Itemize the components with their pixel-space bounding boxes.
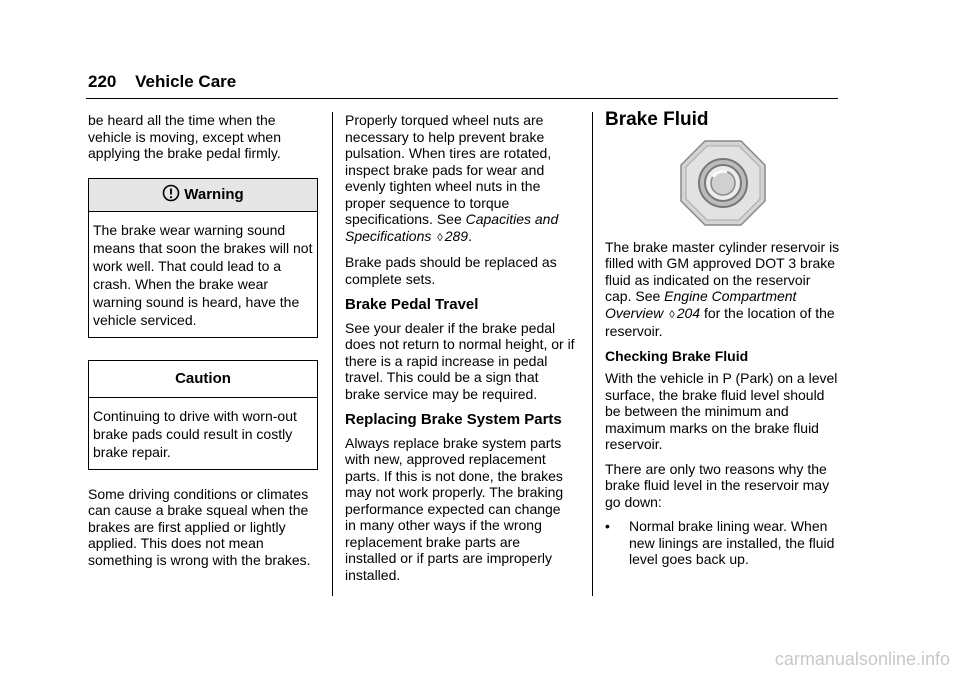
bullet-text: Normal brake lining wear. When new linings are installed, the fluid level goes back up.	[629, 518, 835, 567]
reservoir-text: The brake master cylinder reservoir is filled with GM approved DOT 3 brake fluid as indicated on the reservoir cap. See	[605, 238, 840, 304]
pads-paragraph: Brake pads should be replaced as complete sets.	[345, 254, 557, 287]
capacities-link[interactable]: Capacities and Specifications	[345, 211, 559, 244]
warning-box	[88, 178, 318, 338]
watermark: carmanualsonline.info	[774, 649, 950, 669]
pedal-paragraph: See your dealer if the brake pedal does not return to normal height, or if there is a rapid increase in pedal travel. This could be a sign that brake service may be required.	[345, 319, 575, 402]
page-ref-icon-2: ◊	[669, 308, 675, 321]
column-1	[88, 112, 322, 576]
outro-paragraph: Some driving conditions or climates can cause a brake squeal when the brakes are first applied or lightly applied. This does not mean something is wrong with the brakes.	[88, 485, 311, 568]
checking-heading: Checking Brake Fluid	[605, 347, 749, 364]
caution-body: Continuing to drive with worn-out brake pads could result in costly brake repair.	[93, 407, 297, 460]
reservoir-end: for the location of the reservoir.	[605, 304, 835, 339]
column-3	[605, 109, 840, 568]
caution-title: Caution	[175, 369, 231, 387]
bullet-mark: •	[605, 518, 610, 534]
warning-body: The brake wear warning sound means that soon the brakes will not work well. That could lead to a crash. When the brake wear warning sound is heard, have the vehicle serviced.	[93, 221, 313, 328]
column-divider-1	[332, 112, 333, 596]
header-rule	[86, 98, 838, 99]
column-divider-2	[592, 112, 593, 596]
warning-header	[89, 179, 317, 212]
torque-end: .	[468, 227, 472, 244]
torque-paragraph	[345, 112, 575, 246]
column-2	[345, 112, 575, 591]
engine-compartment-page[interactable]: 204	[676, 304, 701, 321]
page-header	[88, 72, 236, 92]
list-item	[605, 518, 840, 568]
reasons-paragraph: There are only two reasons why the brake fluid level in the reservoir may go down:	[605, 460, 830, 510]
brake-pedal-heading: Brake Pedal Travel	[345, 296, 479, 313]
brake-fluid-cap-icon	[605, 139, 840, 227]
section-title: Vehicle Care	[135, 72, 237, 91]
warning-icon	[162, 182, 180, 214]
replacing-paragraph: Always replace brake system parts with new, approved replacement parts. If this is not done, the brakes may not work properly. The braking performance expected can change in many other ways if the wrong replacement brake parts are installed or if parts are improperly installed.	[345, 434, 564, 583]
checking-paragraph: With the vehicle in P (Park) on a level surface, the brake fluid level should be between the minimum and maximum marks on the brake fluid reservoir.	[605, 370, 838, 452]
brake-fluid-title: Brake Fluid	[605, 109, 709, 130]
engine-compartment-link[interactable]: Engine Compartment Overview	[605, 288, 797, 321]
intro-paragraph: be heard all the time when the vehicle is moving, except when applying the brake pedal firmly.	[88, 112, 281, 161]
warning-title: Warning	[184, 185, 244, 203]
page-number: 220	[88, 72, 117, 91]
replacing-heading: Replacing Brake System Parts	[345, 411, 562, 428]
capacities-page[interactable]: 289	[444, 227, 469, 244]
page-ref-icon: ◊	[437, 231, 443, 244]
torque-text: Properly torqued wheel nuts are necessary to help prevent brake pulsation. When tires are rotated, inspect brake pads for wear and evenly tighten wheel nuts in the proper sequence to torque specifications. See	[345, 112, 552, 227]
caution-header	[89, 361, 317, 398]
caution-box	[88, 360, 318, 470]
reservoir-paragraph	[605, 239, 840, 340]
